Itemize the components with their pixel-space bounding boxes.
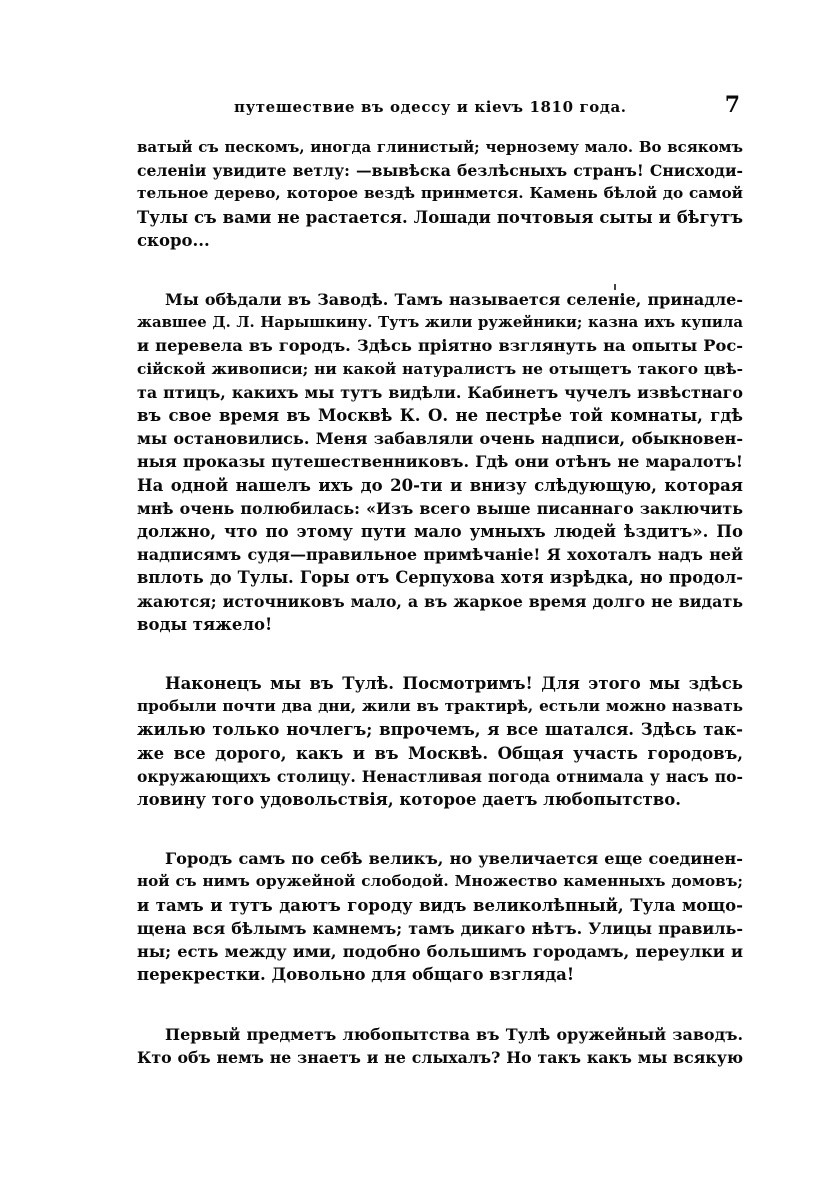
page-header	[140, 92, 740, 118]
text-line: та птицъ, какихъ мы тутъ видѣли. Кабинетъ чучелъ извѣстнаго	[137, 382, 743, 402]
text-line: жаются; источниковъ мало, а въ жаркое время долго не видать	[137, 591, 743, 611]
text-line: Городъ самъ по себѣ великъ, но увеличается еще соединен-	[165, 849, 743, 869]
text-line: мы остановились. Меня забавляли очень надписи, обыкновен-	[137, 429, 743, 449]
text-line: и тамъ и тутъ даютъ городу видъ великолѣпный, Тула мощо-	[137, 895, 743, 915]
paragraph-4	[137, 847, 743, 986]
text-line: сiйской живописи; ни какой натуралистъ не отыщетъ такого цвѣ-	[137, 359, 743, 378]
text-line: щена вся бѣлымъ камнемъ; тамъ дикаго нѣтъ. Улицы правиль-	[137, 918, 743, 938]
paragraph-1	[137, 136, 743, 252]
text-line: На одной нашелъ ихъ до 20-ти и внизу слѣдующую, которая	[137, 475, 743, 495]
text-line: вплоть до Тулы. Горы отъ Серпухова хотя изрѣдка, но продол-	[137, 568, 743, 588]
text-line: жавшее Д. Л. Нарышкину. Тутъ жили ружейники; казна ихъ купила	[137, 314, 743, 332]
paragraph-3	[137, 672, 743, 811]
text-line: воды тяжело!	[137, 614, 273, 634]
text-line: тельное дерево, которое вездѣ принмется. Камень бѣлой до самой	[137, 184, 743, 203]
text-line: Кто объ немъ не знаетъ и не слыхалъ? Но такъ какъ мы всякую	[137, 1047, 743, 1067]
text-line: окружающихъ столицу. Ненастливая погода отнимала у насъ по-	[137, 766, 743, 786]
text-line: пробыли почти два дни, жили въ трактирѣ, естьли можно назвать	[137, 697, 743, 716]
text-line: Мы обѣдали въ Заводѣ. Тамъ называется селенiе, принадле-	[165, 290, 743, 310]
running-head: путешествие въ одессу и кievъ 1810 года.	[234, 98, 627, 116]
text-line: Наконецъ мы въ Тулѣ. Посмотримъ! Для этого мы здѣсь	[165, 674, 743, 694]
text-line: скоро...	[137, 230, 210, 250]
text-line: Первый предметъ любопытства въ Тулѣ оружейный заводъ.	[165, 1024, 743, 1044]
text-line: жилью только ночлегъ; впрочемъ, я все шатался. Здѣсь так-	[137, 720, 743, 740]
text-line: же все дорого, какъ и въ Москвѣ. Общая участь городовъ,	[137, 743, 743, 763]
paragraph-2	[137, 288, 743, 636]
text-line: Тулы съ вами не растается. Лошади почтовыя сыты и бѣгутъ	[137, 207, 743, 227]
text-line: ны; есть между ими, подобно большимъ городамъ, переулки и	[137, 942, 743, 962]
text-line: ной съ нимъ оружейной слободой. Множество каменныхъ домовъ;	[137, 872, 743, 891]
body-text	[137, 136, 743, 1069]
text-line: ватый съ пескомъ, иногда глинистый; чернозему мало. Во всякомъ	[137, 138, 743, 156]
page-number: 7	[724, 92, 740, 118]
text-line: мнѣ очень полюбилась: «Изъ всего выше писаннаго заключить	[137, 498, 743, 518]
text-line: ныя проказы путешественниковъ. Гдѣ они отѣнъ не маралотъ!	[137, 452, 743, 472]
text-line: надписямъ судя—правильное примѣчанiе! Я хохоталъ надъ ней	[137, 545, 743, 565]
text-line: должно, что по этому пути мало умныхъ людей ѣздитъ». По	[137, 522, 743, 542]
paragraph-5	[137, 1023, 743, 1069]
text-line: селенiи увидите ветлу: —вывѣска безлѣсныхъ странъ! Снисходи-	[137, 161, 743, 181]
text-line: и перевела въ городъ. Здѣсь прiятно взглянуть на опыты Рос-	[137, 336, 743, 356]
text-line: ловину того удовольствiя, которое даетъ любопытство.	[137, 790, 682, 810]
text-line: перекрестки. Довольно для общаго взгляда!	[137, 965, 575, 985]
text-line: въ свое время въ Москвѣ К. О. не пестрѣе той комнаты, гдѣ	[137, 406, 743, 426]
